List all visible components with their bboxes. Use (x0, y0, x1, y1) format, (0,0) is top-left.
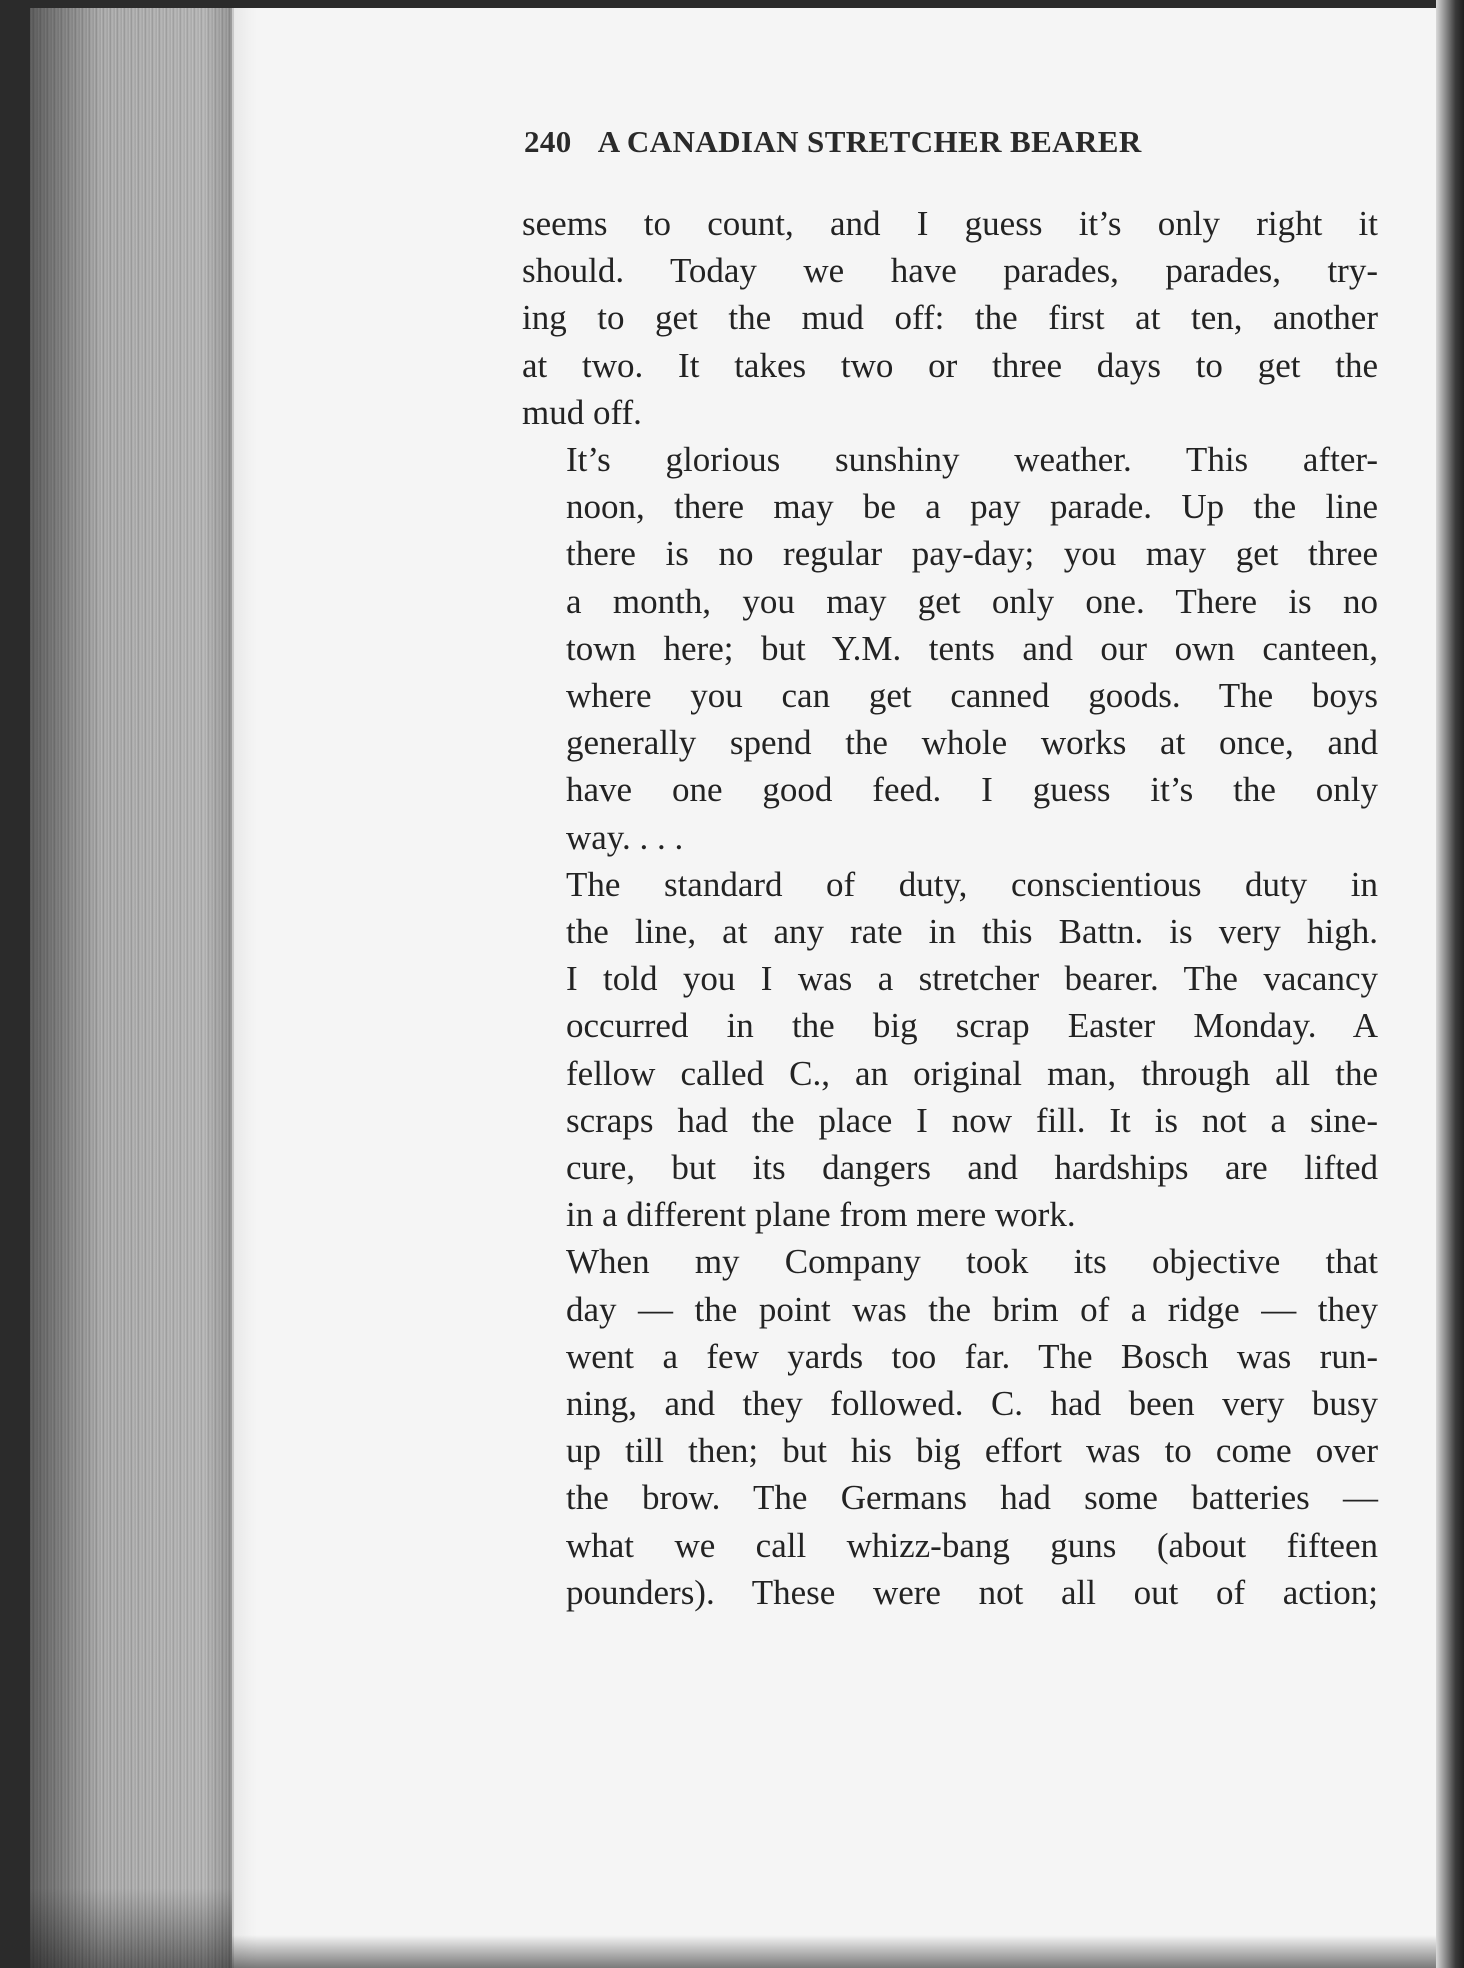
page-number: 240 (524, 124, 572, 159)
text-line: a month, you may get only one. There is no (566, 581, 1378, 621)
text-line: town here; but Y.M. tents and our own canteen, (566, 628, 1378, 668)
text-line: It’s glorious sunshiny weather. This after- (566, 440, 1378, 480)
text-line: at two. It takes two or three days to get the (522, 345, 1378, 385)
running-title: A CANADIAN STRETCHER BEARER (597, 124, 1142, 159)
text-line: way. . . . (566, 817, 684, 857)
text-line: scraps had the place I now fill. It is not a sine- (566, 1100, 1378, 1140)
text-line: day — the point was the brim of a ridge — they (566, 1289, 1378, 1329)
text-line: have one good feed. I guess it’s the only (566, 770, 1378, 810)
text-line: the brow. The Germans had some batteries — (566, 1478, 1378, 1518)
running-head (524, 124, 1384, 160)
page-bottom-shadow (232, 1935, 1436, 1968)
text-line: cure, but its dangers and hardships are lifted (566, 1148, 1378, 1188)
text-line: mud off. (522, 392, 642, 432)
page-right-edge (1436, 0, 1464, 1968)
text-line: fellow called C., an original man, through all the (566, 1053, 1378, 1093)
text-line: there is no regular pay-day; you may get three (566, 534, 1378, 574)
text-line: generally spend the whole works at once, and (566, 723, 1378, 763)
text-line: occurred in the big scrap Easter Monday. A (566, 1006, 1378, 1046)
paragraph (522, 1238, 1378, 1616)
text-line: the line, at any rate in this Battn. is very high. (566, 912, 1378, 952)
text-line: went a few yards too far. The Bosch was run- (566, 1336, 1378, 1376)
text-line: what we call whizz-bang guns (about fifteen (566, 1525, 1378, 1565)
text-line: seems to count, and I guess it’s only right it (522, 204, 1378, 243)
text-line: in a different plane from mere work. (566, 1195, 1076, 1235)
text-line: noon, there may be a pay parade. Up the line (566, 487, 1378, 527)
paragraph (522, 861, 1378, 1239)
text-line: up till then; but his big effort was to come over (566, 1431, 1378, 1471)
text-line: ing to get the mud off: the first at ten, another (522, 298, 1378, 338)
page-edges (30, 8, 238, 1968)
text-line: pounders). These were not all out of action; (566, 1572, 1378, 1612)
paragraph (522, 200, 1378, 436)
text-line: I told you I was a stretcher bearer. The vacancy (566, 959, 1378, 999)
text-line: When my Company took its objective that (566, 1242, 1378, 1282)
body-text (522, 200, 1378, 1616)
text-line: ning, and they followed. C. had been very busy (566, 1384, 1378, 1424)
text-line: The standard of duty, conscientious duty in (566, 864, 1378, 904)
text-line: should. Today we have parades, parades, try- (522, 251, 1378, 291)
text-line: where you can get canned goods. The boys (566, 676, 1378, 716)
paragraph (522, 436, 1378, 861)
